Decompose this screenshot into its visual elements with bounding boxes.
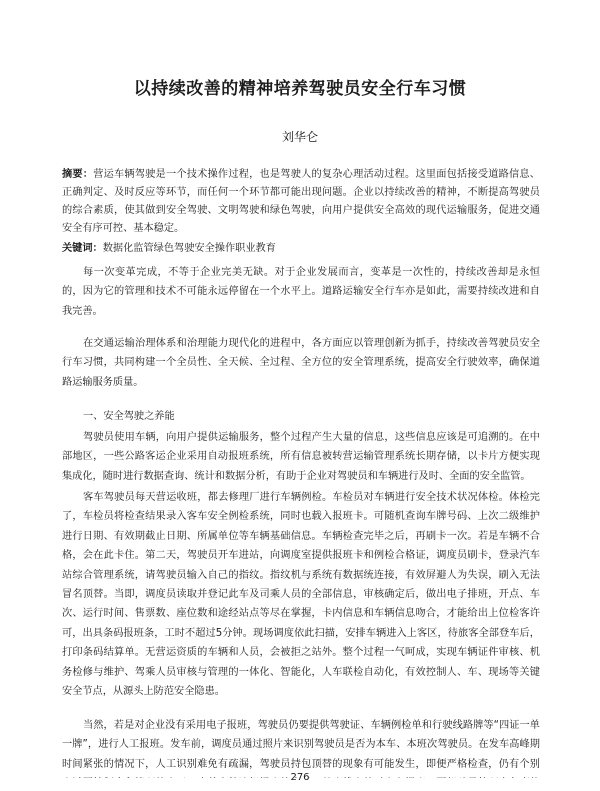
abstract-label: 摘要： bbox=[62, 169, 94, 180]
abstract bbox=[62, 166, 540, 238]
intro-paragraph: 在交通运输治理体系和治理能力现代化的进程中，各方面应以管理创新为抓手，持续改善驾驶员安全行车习惯，共同构建一个全员性、全天候、全过程、全方位的安全管理系统，提高安全行驶效率，确保道路运输服务质量。 bbox=[62, 338, 540, 388]
article-title: 以持续改善的精神培养驾驶员安全行车习惯 bbox=[133, 79, 467, 99]
keywords-text: 数据化监管绿色驾驶安全操作职业教育 bbox=[102, 243, 276, 254]
section-paragraph: 客车驾驶员每天营运收班，都去修理厂进行车辆例检。车检员对车辆进行安全技术状况体检。体检完了，车检员将检查结果录入客车安全例检系统，同时也载入报班卡。可随机查询车牌号码、上次二级维护进行日期、有效期截止日期、所属单位等车辆基础信息。车辆检查完毕之后，再刷卡一次。若是车辆不合格，会在此卡住。第二天，驾驶员开车进站，向调度室提供报班卡和例检合格证，调度员刷卡，登录汽车站综合管理系统，请驾驶员输入自己的指纹。指纹机与系统有数据统连接，有效屏避人为失误，刷入无法冒名顶替。当即，调度员读取并登记此车及司乘人员的全部信息，审核确定后，做出电子排班，开点、车次、运行时间、售票数、座位数和途经站点等尽在掌握，卡内信息和车辆信息吻合，才能给出上位检客许可，出具条码报班条，工时不超过5分钟。现场调度依此扫描，安排车辆进入上客区，待旅客全部登车后，打印条码结算单。无营运资质的车辆和人员，会被拒之站外。整个过程一气呵成，实现车辆证件审核、机务检修与维护、驾乘人员审核与管理的一体化、智能化，人车联检自动化，有效控制人、车、现场等关键安全节点，从源头上防范安全隐患。 bbox=[62, 492, 540, 698]
intro-paragraph: 每一次变革完成，不等于企业完美无缺。对于企业发展而言，变革是一次性的，持续改善却是永恒的，因为它的管理和技术不可能永远停留在一个水平上。道路运输安全行车亦是如此，需要持续改进和自我完善。 bbox=[62, 267, 540, 317]
keywords bbox=[62, 240, 540, 258]
section-paragraph: 当然，若是对企业没有采用电子报班，驾驶员仍要提供驾驶证、车辆例检单和行驶线路牌等“四证一单一牌”，进行人工报班。发车前，调度员通过照片来识别驾驶员是否为本车、本班次驾驶员。在发车高峰期时间紧张的情况下，人工识别难免有疏漏，驾驶员持包顶替的现象有可能发生，即便严格检查，仍有个别 bbox=[62, 720, 540, 770]
keywords-label: 关键词： bbox=[62, 243, 103, 254]
page-number: 276 bbox=[290, 772, 310, 783]
abstract-text: 营运车辆驾驶是一个技术操作过程，也是驾驶人的复杂心理活动过程。这里面包括接受道路信息、正确判定、及时反应等环节，而任何一个环节都可能出现问题。企业以持续改善的精神，不断提高驾驶员的综合素质，使其做到安全驾驶、文明驾驶和绿色驾驶，向用户提供安全高效的现代运输服务，促进交通安全有序可控、基本稳定。 bbox=[62, 169, 540, 234]
section-heading: 一、安全驾驶之养能 bbox=[83, 411, 175, 422]
section-paragraph: 驾驶员使用车辆，向用户提供运输服务，整个过程产生大量的信息，这些信息应该是可追溯的。在中部地区，一些公路客运企业采用自动报班系统，所有信息被转营运输管理系统长期存储，以卡片方便实现集成化，随时进行数据查询、统计和数据分析，有助于企业对驾驶员和车辆进行及时、全面的安全监管。 bbox=[62, 432, 540, 482]
author-name: 刘华仑 bbox=[281, 130, 318, 144]
